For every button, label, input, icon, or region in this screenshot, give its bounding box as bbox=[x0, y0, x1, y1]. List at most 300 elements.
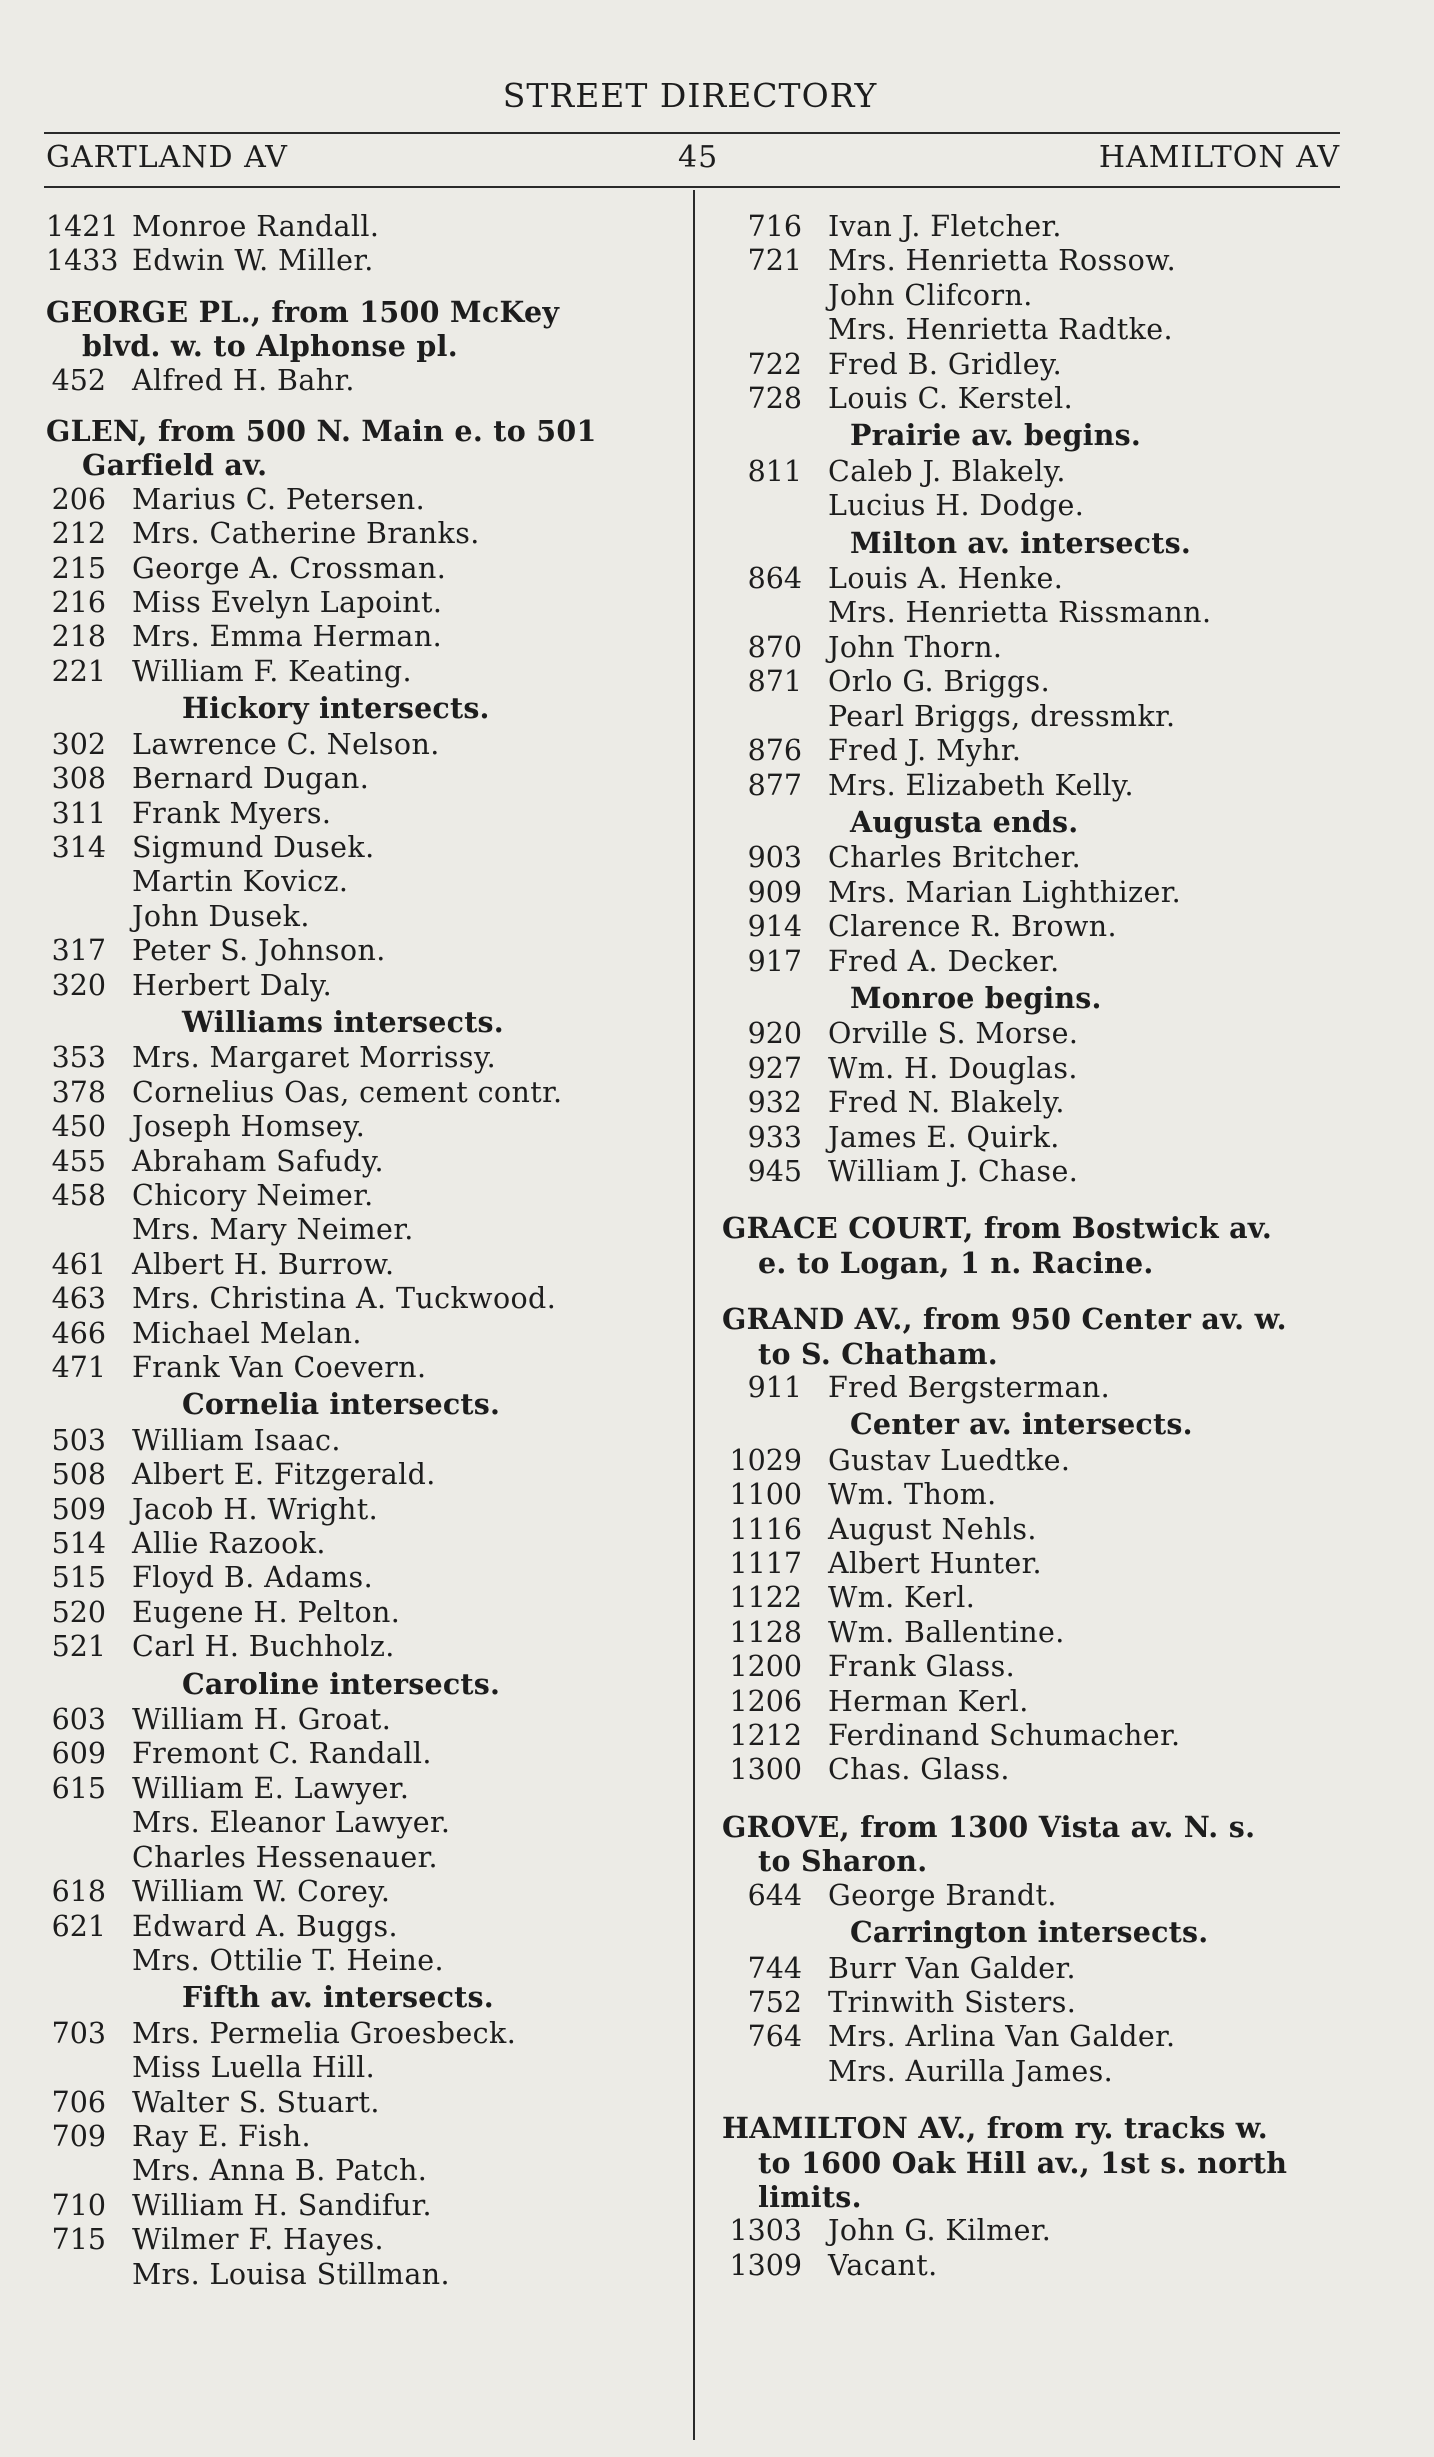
house-number: 218 bbox=[51, 620, 106, 654]
street-heading-line: to S. Chatham. bbox=[758, 1336, 999, 1371]
directory-entry bbox=[722, 1017, 1350, 1051]
resident-name: George Brandt. bbox=[828, 1878, 1057, 1912]
resident-name: Mrs. Marian Lighthizer. bbox=[828, 875, 1182, 909]
resident-name: Eugene H. Pelton. bbox=[132, 1595, 401, 1629]
directory-entry bbox=[46, 2120, 682, 2154]
right-column bbox=[722, 210, 1350, 2283]
directory-entry bbox=[722, 945, 1350, 979]
resident-name: Wm. Kerl. bbox=[828, 1581, 976, 1615]
house-number: 877 bbox=[747, 768, 802, 802]
directory-entry bbox=[722, 455, 1350, 489]
directory-entry bbox=[722, 1952, 1350, 1986]
house-number: 909 bbox=[747, 875, 802, 909]
street-heading-line: limits. bbox=[758, 2179, 862, 2214]
resident-name: Edward A. Buggs. bbox=[132, 1909, 398, 1943]
house-number bbox=[722, 313, 802, 347]
cross-street-note: Monroe begins. bbox=[850, 980, 1102, 1015]
resident-name: Wm. Ballentine. bbox=[828, 1615, 1065, 1649]
resident-name: Marius C. Petersen. bbox=[132, 482, 426, 516]
house-number: 706 bbox=[51, 2085, 106, 2119]
directory-entry bbox=[722, 348, 1350, 382]
resident-name: John Thorn. bbox=[828, 630, 1003, 664]
resident-name: Chicory Neimer. bbox=[132, 1178, 374, 1212]
street-heading-line: GROVE, from 1300 Vista av. N. s. bbox=[722, 1809, 1256, 1844]
directory-entry bbox=[722, 382, 1350, 416]
directory-entry bbox=[46, 1458, 682, 1492]
cross-street-note: Prairie av. begins. bbox=[850, 418, 1141, 453]
house-number bbox=[46, 2258, 106, 2292]
directory-entry bbox=[46, 1703, 682, 1737]
house-number: 520 bbox=[51, 1595, 106, 1629]
resident-name: Alfred H. Bahr. bbox=[132, 363, 355, 397]
house-number: 471 bbox=[51, 1351, 106, 1384]
resident-name: Mrs. Louisa Stillman. bbox=[132, 2257, 450, 2291]
directory-entry bbox=[722, 2055, 1350, 2089]
resident-name: Floyd B. Adams. bbox=[132, 1561, 374, 1595]
resident-name: Mrs. Henrietta Rissmann. bbox=[828, 596, 1212, 630]
directory-entry bbox=[46, 831, 682, 865]
house-number: 311 bbox=[51, 796, 106, 830]
cross-street-note: Augusta ends. bbox=[850, 804, 1079, 839]
running-head-right: HAMILTON AV bbox=[1098, 140, 1340, 175]
directory-entry bbox=[46, 1910, 682, 1944]
house-number: 466 bbox=[51, 1316, 106, 1350]
house-number: 317 bbox=[51, 934, 106, 968]
resident-name: Pearl Briggs, dressmkr. bbox=[828, 699, 1176, 733]
resident-name: Martin Kovicz. bbox=[132, 865, 349, 899]
directory-entry bbox=[722, 210, 1350, 244]
resident-name: William W. Corey. bbox=[132, 1875, 391, 1909]
house-number: 927 bbox=[747, 1051, 802, 1085]
house-number: 521 bbox=[51, 1630, 106, 1664]
directory-entry bbox=[46, 210, 682, 244]
directory-entry bbox=[722, 1986, 1350, 2020]
resident-name: Frank Van Coevern. bbox=[132, 1351, 427, 1384]
cross-street-note: Carrington intersects. bbox=[850, 1915, 1209, 1950]
resident-name: Mrs. Christina A. Tuckwood. bbox=[132, 1282, 557, 1316]
house-number: 709 bbox=[51, 2119, 106, 2153]
house-number: 503 bbox=[51, 1423, 106, 1457]
resident-name: William H. Sandifur. bbox=[132, 2188, 432, 2222]
house-number: 212 bbox=[51, 517, 106, 551]
directory-entry bbox=[46, 969, 682, 1003]
house-number: 1128 bbox=[729, 1615, 802, 1649]
resident-name: Caleb J. Blakely. bbox=[828, 454, 1066, 488]
resident-name: Charles Britcher. bbox=[828, 841, 1082, 875]
directory-entry bbox=[722, 1052, 1350, 1086]
directory-entry bbox=[722, 1086, 1350, 1120]
directory-entry bbox=[46, 552, 682, 586]
directory-entry bbox=[46, 2258, 682, 2292]
resident-name: James E. Quirk. bbox=[828, 1120, 1060, 1154]
directory-entry bbox=[722, 665, 1350, 699]
street-heading-line: to 1600 Oak Hill av., 1st s. north bbox=[758, 2145, 1288, 2180]
resident-name: Mrs. Arlina Van Galder. bbox=[828, 2020, 1176, 2054]
cross-street-note: Caroline intersects. bbox=[182, 1666, 501, 1701]
house-number: 215 bbox=[51, 551, 106, 585]
directory-entry bbox=[46, 2086, 682, 2120]
resident-name: Gustav Luedtke. bbox=[828, 1443, 1071, 1477]
street-heading bbox=[722, 1302, 1350, 1371]
resident-name: Clarence R. Brown. bbox=[828, 910, 1117, 944]
directory-entry bbox=[46, 1596, 682, 1630]
resident-name: George A. Crossman. bbox=[132, 551, 447, 585]
house-number: 728 bbox=[747, 382, 802, 416]
street-heading-line: GEORGE PL., from 1500 McKey bbox=[46, 294, 560, 329]
street-heading-line: GLEN, from 500 N. Main e. to 501 bbox=[46, 414, 597, 449]
resident-name: Fremont C. Randall. bbox=[132, 1737, 432, 1771]
directory-entry bbox=[46, 1213, 682, 1247]
directory-entry bbox=[46, 2051, 682, 2085]
resident-name: Lucius H. Dodge. bbox=[828, 489, 1085, 523]
house-number bbox=[46, 2154, 106, 2188]
house-number: 1117 bbox=[729, 1547, 802, 1581]
directory-entry bbox=[46, 1145, 682, 1179]
directory-entry bbox=[46, 797, 682, 831]
directory-entry bbox=[722, 1444, 1350, 1478]
header-rule-top bbox=[44, 132, 1340, 134]
house-number: 216 bbox=[51, 586, 106, 620]
resident-name: Louis C. Kerstel. bbox=[828, 382, 1074, 416]
house-number: 917 bbox=[747, 944, 802, 978]
directory-entry bbox=[46, 244, 682, 278]
resident-name: Walter S. Stuart. bbox=[132, 2085, 380, 2119]
house-number bbox=[46, 1841, 106, 1875]
resident-name: Wm. H. Douglas. bbox=[828, 1051, 1078, 1085]
resident-name: Charles Hessenauer. bbox=[132, 1840, 439, 1874]
resident-name: Fred Bergsterman. bbox=[828, 1371, 1111, 1404]
street-heading-line: blvd. w. to Alphonse pl. bbox=[82, 329, 458, 364]
directory-entry bbox=[722, 700, 1350, 734]
house-number bbox=[722, 489, 802, 523]
house-number: 1303 bbox=[729, 2214, 802, 2248]
house-number: 461 bbox=[51, 1247, 106, 1281]
resident-name: Mrs. Mary Neimer. bbox=[132, 1213, 414, 1247]
directory-entry bbox=[46, 1806, 682, 1840]
resident-name: William J. Chase. bbox=[828, 1154, 1079, 1188]
house-number: 911 bbox=[747, 1371, 802, 1404]
cross-street-note: Hickory intersects. bbox=[182, 691, 490, 726]
resident-name: Fred A. Decker. bbox=[828, 944, 1060, 978]
house-number: 609 bbox=[51, 1737, 106, 1771]
house-number: 716 bbox=[747, 210, 802, 243]
resident-name: Wilmer F. Hayes. bbox=[132, 2223, 384, 2257]
header-rule-bottom bbox=[44, 186, 1340, 188]
house-number bbox=[46, 1944, 106, 1978]
resident-name: Mrs. Catherine Branks. bbox=[132, 517, 480, 551]
resident-name: Ferdinand Schumacher. bbox=[828, 1719, 1181, 1753]
resident-name: Orville S. Morse. bbox=[828, 1017, 1079, 1051]
directory-entry bbox=[722, 279, 1350, 313]
resident-name: William F. Keating. bbox=[132, 654, 412, 688]
directory-entry bbox=[722, 1650, 1350, 1684]
house-number: 932 bbox=[747, 1086, 802, 1120]
directory-entry bbox=[722, 1753, 1350, 1787]
directory-entry bbox=[46, 1317, 682, 1351]
resident-name: Abraham Safudy. bbox=[132, 1144, 384, 1178]
house-number: 722 bbox=[747, 347, 802, 381]
house-number: 876 bbox=[747, 734, 802, 768]
running-head-left: GARTLAND AV bbox=[46, 140, 288, 175]
resident-name: Albert Hunter. bbox=[828, 1547, 1042, 1581]
directory-entry bbox=[46, 1630, 682, 1664]
resident-name: Jacob H. Wright. bbox=[132, 1492, 379, 1526]
house-number: 1122 bbox=[729, 1581, 802, 1615]
street-heading bbox=[46, 414, 682, 483]
cross-street-note: Fifth av. intersects. bbox=[182, 1980, 494, 2015]
directory-entry bbox=[722, 596, 1350, 630]
resident-name: Vacant. bbox=[828, 2248, 938, 2282]
directory-entry bbox=[722, 631, 1350, 665]
resident-name: Albert H. Burrow. bbox=[132, 1247, 395, 1281]
house-number: 945 bbox=[747, 1154, 802, 1188]
cross-street-note: Cornelia intersects. bbox=[182, 1387, 501, 1422]
street-heading-line: GRAND AV., from 950 Center av. w. bbox=[722, 1302, 1287, 1337]
house-number: 903 bbox=[747, 841, 802, 875]
house-number: 864 bbox=[747, 562, 802, 596]
street-heading bbox=[722, 1211, 1350, 1280]
street-heading-line: e. to Logan, 1 n. Racine. bbox=[758, 1245, 1154, 1280]
resident-name: Mrs. Anna B. Patch. bbox=[132, 2154, 428, 2188]
directory-entry bbox=[722, 841, 1350, 875]
directory-entry bbox=[46, 1179, 682, 1213]
directory-entry bbox=[46, 1351, 682, 1385]
resident-name: Bernard Dugan. bbox=[132, 762, 370, 796]
directory-entry bbox=[46, 364, 682, 398]
directory-entry bbox=[46, 1076, 682, 1110]
resident-name: Herman Kerl. bbox=[828, 1684, 1029, 1718]
house-number: 508 bbox=[51, 1458, 106, 1492]
house-number bbox=[722, 700, 802, 734]
house-number: 314 bbox=[51, 830, 106, 864]
house-number bbox=[46, 1213, 106, 1247]
directory-entry bbox=[722, 1155, 1350, 1189]
street-heading-line: Garfield av. bbox=[82, 448, 268, 483]
resident-name: August Nehls. bbox=[828, 1512, 1037, 1546]
house-number: 1212 bbox=[729, 1719, 802, 1753]
directory-entry bbox=[722, 1371, 1350, 1405]
directory-entry bbox=[46, 1493, 682, 1527]
house-number: 1100 bbox=[729, 1478, 802, 1512]
directory-entry bbox=[46, 762, 682, 796]
directory-entry bbox=[46, 655, 682, 689]
page-title: STREET DIRECTORY bbox=[502, 76, 878, 115]
house-number: 744 bbox=[747, 1951, 802, 1985]
house-number: 378 bbox=[51, 1075, 106, 1109]
house-number: 933 bbox=[747, 1120, 802, 1154]
resident-name: Fred J. Myhr. bbox=[828, 734, 1022, 768]
resident-name: Lawrence C. Nelson. bbox=[132, 727, 440, 761]
house-number: 509 bbox=[51, 1492, 106, 1526]
directory-entry bbox=[46, 1841, 682, 1875]
house-number: 1029 bbox=[729, 1443, 802, 1477]
resident-name: John Clifcorn. bbox=[828, 278, 1033, 312]
house-number: 703 bbox=[51, 2016, 106, 2050]
resident-name: Ivan J. Fletcher. bbox=[828, 210, 1062, 243]
resident-name: John G. Kilmer. bbox=[828, 2214, 1052, 2248]
house-number bbox=[46, 2051, 106, 2085]
directory-entry bbox=[46, 2017, 682, 2051]
resident-name: William E. Lawyer. bbox=[132, 1771, 410, 1805]
resident-name: Mrs. Eleanor Lawyer. bbox=[132, 1806, 451, 1840]
resident-name: John Dusek. bbox=[132, 899, 310, 933]
house-number bbox=[46, 900, 106, 934]
resident-name: Frank Glass. bbox=[828, 1650, 1016, 1684]
house-number: 715 bbox=[51, 2223, 106, 2257]
resident-name: Joseph Homsey. bbox=[132, 1110, 366, 1144]
directory-entry bbox=[722, 1478, 1350, 1512]
house-number: 1309 bbox=[729, 2248, 802, 2282]
resident-name: Peter S. Johnson. bbox=[132, 934, 386, 968]
column-divider bbox=[693, 190, 695, 2440]
house-number: 1300 bbox=[729, 1753, 802, 1787]
house-number: 1200 bbox=[729, 1650, 802, 1684]
directory-entry bbox=[46, 1282, 682, 1316]
directory-entry bbox=[46, 728, 682, 762]
directory-entry bbox=[46, 1561, 682, 1595]
resident-name: Orlo G. Briggs. bbox=[828, 665, 1051, 699]
directory-entry bbox=[722, 2249, 1350, 2283]
directory-entry bbox=[722, 1719, 1350, 1753]
resident-name: Miss Luella Hill. bbox=[132, 2051, 376, 2085]
house-number: 920 bbox=[747, 1017, 802, 1051]
resident-name: Monroe Randall. bbox=[132, 210, 380, 243]
house-number: 206 bbox=[51, 482, 106, 516]
house-number: 1421 bbox=[46, 210, 119, 243]
directory-entry bbox=[46, 934, 682, 968]
directory-entry bbox=[722, 2214, 1350, 2248]
directory-entry bbox=[46, 620, 682, 654]
house-number: 514 bbox=[51, 1527, 106, 1561]
house-number: 302 bbox=[51, 727, 106, 761]
resident-name: William Isaac. bbox=[132, 1423, 341, 1457]
directory-entry bbox=[46, 1737, 682, 1771]
directory-entry bbox=[722, 244, 1350, 278]
cross-street-note: Milton av. intersects. bbox=[850, 525, 1191, 560]
house-number: 353 bbox=[51, 1041, 106, 1075]
directory-entry bbox=[722, 876, 1350, 910]
resident-name: William H. Groat. bbox=[132, 1703, 392, 1737]
resident-name: Miss Evelyn Lapoint. bbox=[132, 586, 443, 620]
directory-entry bbox=[46, 1875, 682, 1909]
resident-name: Allie Razook. bbox=[132, 1527, 326, 1561]
house-number: 644 bbox=[747, 1878, 802, 1912]
house-number: 452 bbox=[51, 363, 106, 397]
street-heading-line: GRACE COURT, from Bostwick av. bbox=[722, 1211, 1273, 1246]
resident-name: Ray E. Fish. bbox=[132, 2119, 311, 2153]
resident-name: Edwin W. Miller. bbox=[132, 244, 374, 278]
directory-entry bbox=[722, 562, 1350, 596]
directory-entry bbox=[46, 865, 682, 899]
house-number: 603 bbox=[51, 1703, 106, 1737]
resident-name: Mrs. Henrietta Radtke. bbox=[828, 313, 1173, 347]
house-number bbox=[722, 596, 802, 630]
directory-entry bbox=[722, 769, 1350, 803]
directory-entry bbox=[46, 1944, 682, 1978]
street-heading-line: to Sharon. bbox=[758, 1844, 928, 1879]
house-number: 1116 bbox=[729, 1512, 802, 1546]
directory-entry bbox=[46, 1772, 682, 1806]
directory-entry bbox=[722, 910, 1350, 944]
resident-name: Cornelius Oas, cement contr. bbox=[132, 1075, 563, 1109]
house-number: 618 bbox=[51, 1875, 106, 1909]
resident-name: Mrs. Aurilla James. bbox=[828, 2054, 1114, 2088]
resident-name: Mrs. Elizabeth Kelly. bbox=[828, 768, 1134, 802]
resident-name: Mrs. Permelia Groesbeck. bbox=[132, 2016, 517, 2050]
house-number: 320 bbox=[51, 968, 106, 1002]
directory-entry bbox=[46, 1041, 682, 1075]
house-number bbox=[46, 1806, 106, 1840]
directory-entry bbox=[46, 586, 682, 620]
house-number: 1433 bbox=[46, 244, 119, 278]
street-heading-line: HAMILTON AV., from ry. tracks w. bbox=[722, 2111, 1268, 2146]
resident-name: Albert E. Fitzgerald. bbox=[132, 1458, 436, 1492]
directory-entry bbox=[722, 1581, 1350, 1615]
street-heading bbox=[46, 295, 682, 364]
house-number: 615 bbox=[51, 1771, 106, 1805]
directory-entry bbox=[722, 2020, 1350, 2054]
directory-entry bbox=[46, 2154, 682, 2188]
house-number: 764 bbox=[747, 2020, 802, 2054]
house-number: 515 bbox=[51, 1561, 106, 1595]
street-heading bbox=[722, 1810, 1350, 1879]
resident-name: Fred N. Blakely. bbox=[828, 1086, 1065, 1120]
directory-entry bbox=[46, 2189, 682, 2223]
left-column bbox=[46, 210, 682, 2292]
resident-name: Mrs. Ottilie T. Heine. bbox=[132, 1943, 444, 1977]
house-number: 458 bbox=[51, 1178, 106, 1212]
house-number: 752 bbox=[747, 1985, 802, 2019]
resident-name: Trinwith Sisters. bbox=[828, 1985, 1077, 2019]
resident-name: Sigmund Dusek. bbox=[132, 830, 375, 864]
resident-name: Carl H. Buchholz. bbox=[132, 1630, 395, 1664]
directory-entry bbox=[722, 1121, 1350, 1155]
directory-entry bbox=[722, 1616, 1350, 1650]
house-number: 710 bbox=[51, 2188, 106, 2222]
directory-entry bbox=[722, 1879, 1350, 1913]
directory-entry bbox=[46, 1424, 682, 1458]
house-number: 721 bbox=[747, 244, 802, 278]
resident-name: Mrs. Henrietta Rossow. bbox=[828, 244, 1177, 278]
directory-entry bbox=[46, 2223, 682, 2257]
house-number: 811 bbox=[747, 454, 802, 488]
directory-entry bbox=[46, 483, 682, 517]
directory-entry bbox=[46, 1248, 682, 1282]
directory-entry bbox=[722, 734, 1350, 768]
resident-name: Fred B. Gridley. bbox=[828, 347, 1063, 381]
cross-street-note: Center av. intersects. bbox=[850, 1407, 1193, 1442]
house-number: 871 bbox=[747, 665, 802, 699]
resident-name: Frank Myers. bbox=[132, 796, 332, 830]
cross-street-note: Williams intersects. bbox=[182, 1004, 504, 1039]
house-number: 914 bbox=[747, 910, 802, 944]
house-number: 870 bbox=[747, 630, 802, 664]
resident-name: Mrs. Margaret Morrissy. bbox=[132, 1041, 497, 1075]
resident-name: Burr Van Galder. bbox=[828, 1951, 1076, 1985]
house-number bbox=[722, 279, 802, 313]
resident-name: Herbert Daly. bbox=[132, 968, 333, 1002]
house-number: 1206 bbox=[729, 1684, 802, 1718]
directory-entry bbox=[722, 489, 1350, 523]
house-number: 221 bbox=[51, 654, 106, 688]
resident-name: Mrs. Emma Herman. bbox=[132, 620, 443, 654]
directory-entry bbox=[46, 1527, 682, 1561]
resident-name: Michael Melan. bbox=[132, 1316, 362, 1350]
house-number: 450 bbox=[51, 1110, 106, 1144]
directory-entry bbox=[722, 1513, 1350, 1547]
house-number bbox=[722, 2055, 802, 2089]
house-number: 463 bbox=[51, 1282, 106, 1316]
